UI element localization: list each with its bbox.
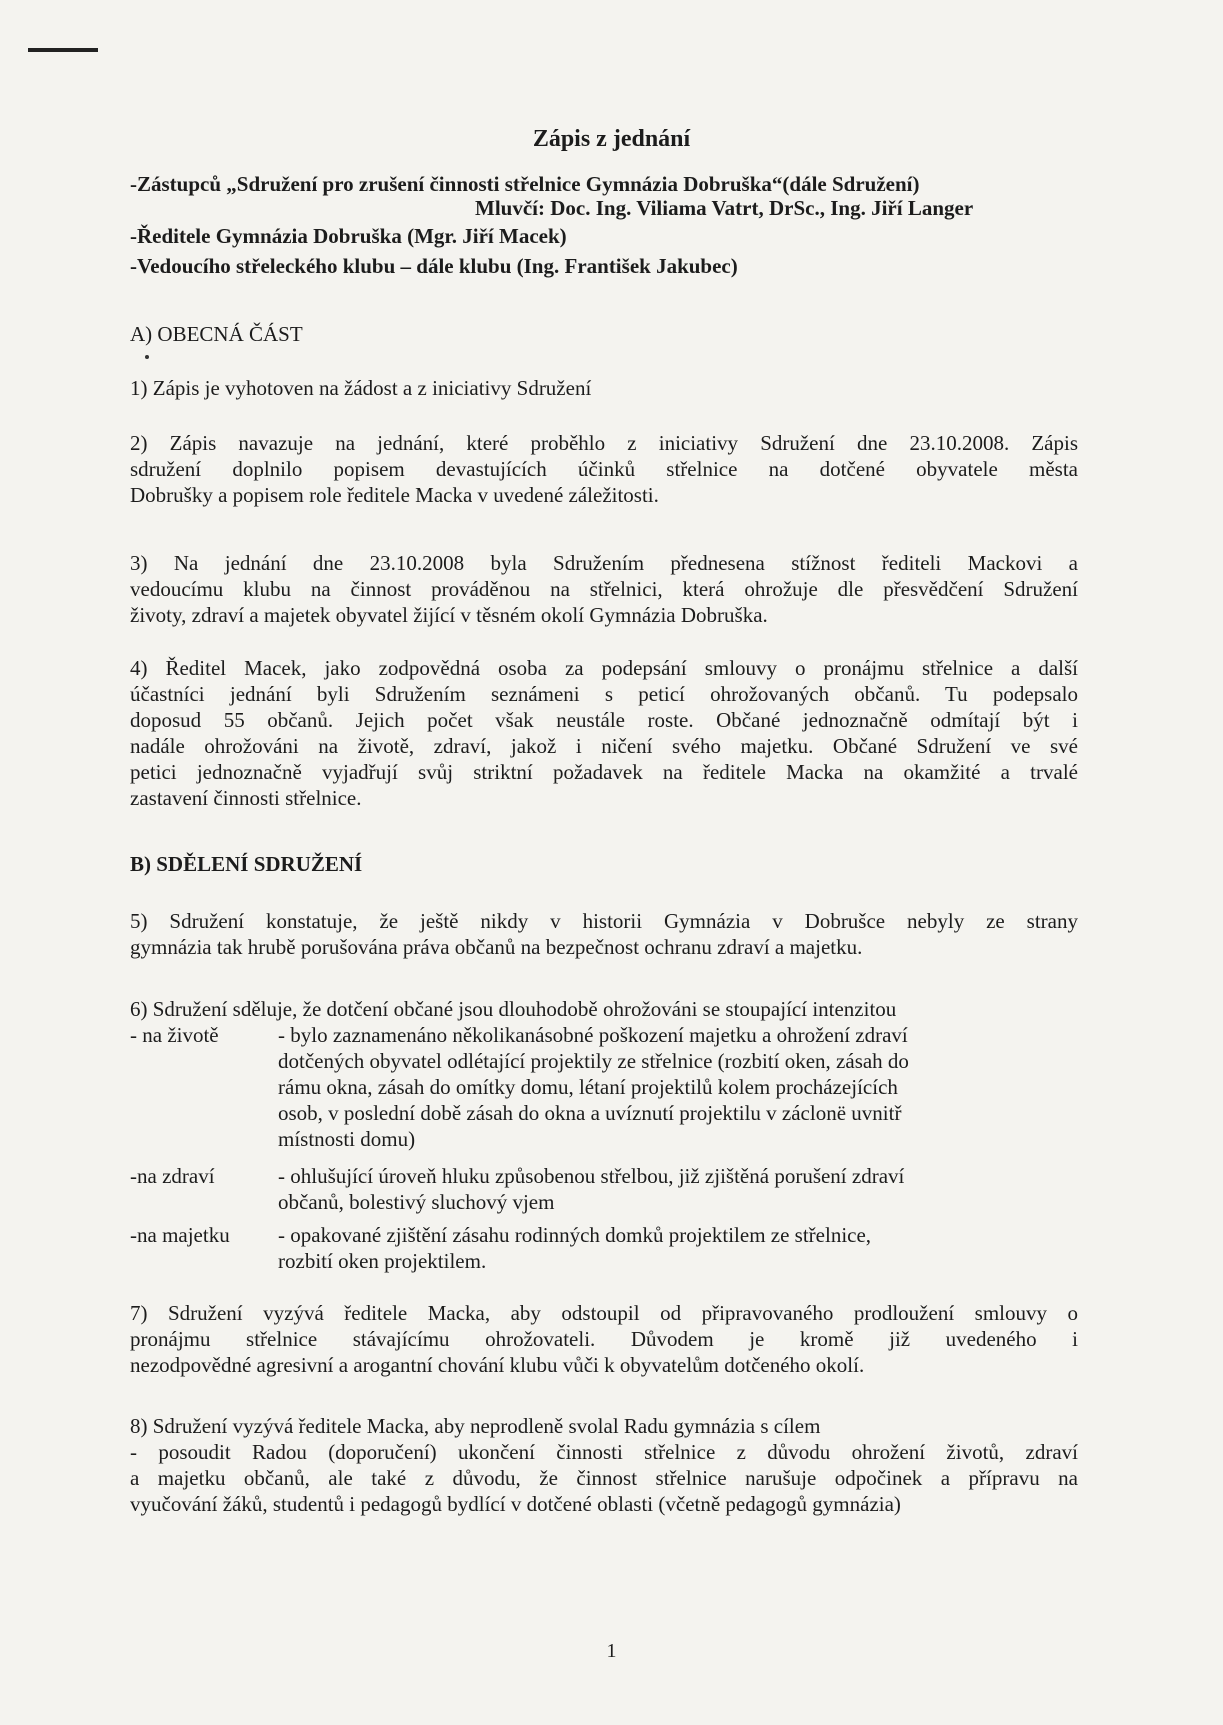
threat-property [130, 1222, 1078, 1277]
paragraph-7-line: 7) Sdružení vyzývá ředitele Macka, aby odstoupil od připravovaného prodloužení smlouvy o [130, 1301, 1078, 1325]
paragraph-4-line: zastavení činnosti střelnice. [130, 786, 362, 810]
paragraph-4-line: doposud 55 občanů. Jejich počet však neustále roste. Občané jednoznačně odmítají být i [130, 708, 1078, 732]
paragraph-3-line: životy, zdraví a majetek obyvatel žijící v těsném okolí Gymnázia Dobruška. [130, 603, 768, 627]
threat-property-line: rozbití oken projektilem. [278, 1249, 487, 1273]
paragraph-7-line: pronájmu střelnice stávajícímu ohrožovateli. Důvodem je kromě již uvedeného i [130, 1327, 1078, 1351]
threat-property-label: -na majetku [130, 1223, 230, 1247]
paragraph-8-line: a majetku občanů, ale také z důvodu, že činnost střelnice narušuje odpočinek a přípravu na [130, 1466, 1078, 1490]
paragraph-4-line: petici jednoznačně vyjadřují svůj striktní požadavek na ředitele Macka na okamžité a trvalé [130, 760, 1078, 784]
paragraph-8-line: vyučování žáků, studentů i pedagogů bydlící v dotčené oblasti (včetně pedagogů gymnázia) [130, 1492, 901, 1516]
threat-life-line: - bylo zaznamenáno několikanásobné poškození majetku a ohrožení zdraví [278, 1023, 908, 1047]
paragraph-7-line: nezodpovědné agresivní a arogantní chování klubu vůči k obyvatelům dotčeného okolí. [130, 1353, 865, 1377]
threat-health-line: - ohlušující úroveň hluku způsobenou střelbou, již zjištěná porušení zdraví [278, 1164, 905, 1188]
header-line-1: -Zástupců „Sdružení pro zrušení činnosti střelnice Gymnázia Dobruška“(dále Sdružení) [130, 172, 920, 196]
section-b-title: B) SDĚLENÍ SDRUŽENÍ [130, 852, 363, 876]
paragraph-3 [130, 550, 1078, 628]
threat-health [130, 1163, 1078, 1218]
threat-life [130, 1022, 1078, 1157]
section-a-title: A) OBECNÁ ČÁST [130, 322, 303, 346]
paragraph-5-line: 5) Sdružení konstatuje, že ještě nikdy v historii Gymnázia v Dobrušce nebyly ze strany [130, 909, 1078, 933]
paragraph-4 [130, 655, 1078, 811]
threat-life-line: dotčených obyvatel odlétající projektily ze střelnice (rozbití oken, zásah do [278, 1049, 909, 1073]
threat-health-label: -na zdraví [130, 1164, 215, 1188]
header-line-2: Mluvčí: Doc. Ing. Viliama Vatrt, DrSc., Ing. Jiří Langer [475, 196, 974, 220]
paragraph-3-line: 3) Na jednání dne 23.10.2008 byla Sdružením přednesena stížnost řediteli Mackovi a [130, 551, 1078, 575]
threat-life-line: rámu okna, zásah do omítky domu, létaní projektilů kolem procházejících [278, 1075, 898, 1099]
paragraph-5-line: gymnázia tak hrubě porušována práva občanů na bezpečnost ochranu zdraví a majetku. [130, 935, 863, 959]
paragraph-2 [130, 430, 1078, 508]
paragraph-4-line: nadále ohrožováni na životě, zdraví, jakož i ničení svého majetku. Občané Sdružení ve své [130, 734, 1078, 758]
paragraph-3-line: vedoucímu klubu na činnost prováděnou na střelnici, která ohrožuje dle přesvědčení Sdružení [130, 577, 1078, 601]
paragraph-8-line: - posoudit Radou (doporučení) ukončení činnosti střelnice z důvodu ohrožení životů, zdraví [130, 1440, 1078, 1464]
paragraph-6-intro-line: 6) Sdružení sděluje, že dotčení občané jsou dlouhodobě ohrožováni se stoupající intenzitou [130, 997, 897, 1021]
paragraph-7 [130, 1300, 1078, 1378]
paragraph-1 [130, 375, 1078, 401]
paragraph-2-line: sdružení doplnilo popisem devastujících účinků střelnice na dotčené obyvatele města [130, 457, 1078, 481]
threat-life-text [278, 1022, 1078, 1152]
header-line-3: -Ředitele Gymnázia Dobruška (Mgr. Jiří Macek) [130, 224, 567, 248]
corner-mark [28, 48, 98, 52]
stray-dot [145, 355, 149, 359]
header-line-4: -Vedoucího střeleckého klubu – dále klubu (Ing. František Jakubec) [130, 254, 738, 278]
paragraph-8-line: 8) Sdružení vyzývá ředitele Macka, aby neprodleně svolal Radu gymnázia s cílem [130, 1414, 821, 1438]
threat-health-text [278, 1163, 1078, 1215]
paragraph-6-intro [130, 996, 1078, 1022]
threat-life-line: osob, v poslední době zásah do okna a uvíznutí projektilu v záclonë uvnitř [278, 1101, 902, 1125]
paragraph-2-line: Dobrušky a popisem role ředitele Macka v uvedené záležitosti. [130, 483, 659, 507]
paragraph-1-line: 1) Zápis je vyhotoven na žádost a z iniciativy Sdružení [130, 376, 592, 400]
threat-property-line: - opakované zjištění zásahu rodinných domků projektilem ze střelnice, [278, 1223, 872, 1247]
paragraph-2-line: 2) Zápis navazuje na jednání, které proběhlo z iniciativy Sdružení dne 23.10.2008. Zápis [130, 431, 1078, 455]
threat-health-line: občanů, bolestivý sluchový vjem [278, 1190, 555, 1214]
threat-life-line: místnosti domu) [278, 1127, 416, 1151]
paragraph-5 [130, 908, 1078, 960]
document-title: Zápis z jednání [532, 126, 691, 152]
threat-life-label: - na životě [130, 1023, 219, 1047]
page-number: 1 [606, 1640, 617, 1662]
threat-property-text [278, 1222, 1078, 1274]
paragraph-4-line: účastníci jednání byli Sdružením seznámeni s peticí ohrožovaných občanů. Tu podepsalo [130, 682, 1078, 706]
paragraph-8 [130, 1413, 1078, 1517]
paragraph-4-line: 4) Ředitel Macek, jako zodpovědná osoba za podepsání smlouvy o pronájmu střelnice a další [130, 656, 1078, 680]
